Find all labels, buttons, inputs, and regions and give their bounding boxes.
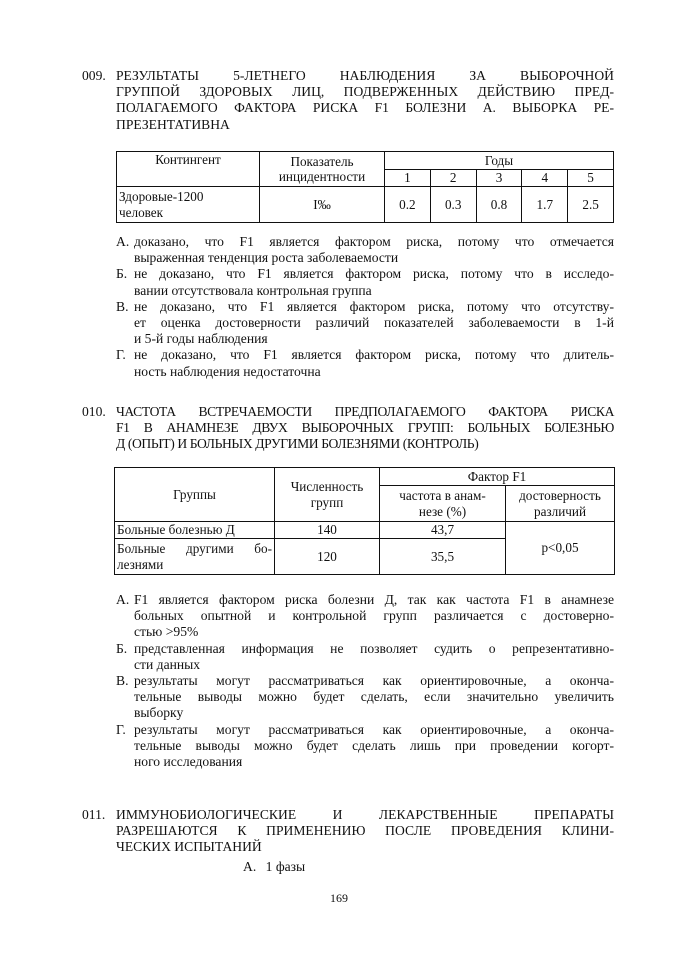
value-cell: 0.3 bbox=[430, 187, 476, 223]
stem-line: F1 В АНАМНЕЗЕ ДВУХ ВЫБОРОЧНЫХ ГРУПП: БОЛЬНЫХ БОЛЕЗНЬЮ bbox=[116, 420, 614, 436]
option-line: и 5-й годы наблюдения bbox=[134, 331, 268, 347]
question-stem bbox=[116, 404, 614, 453]
header-factor: Фактор F1 bbox=[380, 468, 615, 486]
table-row bbox=[117, 187, 614, 223]
option-a[interactable] bbox=[116, 592, 614, 641]
option-g[interactable] bbox=[116, 347, 614, 379]
question-number: 011. bbox=[82, 807, 106, 822]
question-010-options bbox=[82, 592, 614, 770]
option-line: ного исследования bbox=[134, 754, 243, 770]
option-line: вании отсутствовала контрольная группа bbox=[134, 282, 372, 298]
option-line: не доказано, что F1 является фактором риска, потому что длитель- bbox=[134, 347, 614, 363]
option-letter: Г. bbox=[116, 347, 126, 363]
stem-line: РАЗРЕШАЮТСЯ К ПРИМЕНЕНИЮ ПОСЛЕ ПРОВЕДЕНИЯ КЛИНИ- bbox=[116, 823, 614, 839]
value-cell: 1.7 bbox=[522, 187, 568, 223]
year-header: 5 bbox=[568, 170, 614, 187]
option-line: тельные выводы можно будет сделать лишь при проведении когорт- bbox=[134, 737, 614, 753]
option-line: стью >95% bbox=[134, 624, 199, 640]
option-g[interactable] bbox=[116, 722, 614, 771]
option-letter: А. bbox=[116, 234, 130, 249]
option-v[interactable] bbox=[116, 299, 614, 348]
value-cell: 0.8 bbox=[476, 187, 522, 223]
option-line: ет оценка достоверности различий показателей заболеваемости в 1-й bbox=[134, 315, 614, 331]
stem-line: ГРУППОЙ ЗДОРОВЫХ ЛИЦ, ПОДВЕРЖЕННЫХ ДЕЙСТВИЮ ПРЕД- bbox=[116, 84, 614, 100]
option-letter: А. bbox=[116, 592, 130, 607]
option-line: ность наблюдения недостаточна bbox=[134, 363, 321, 379]
option-line: не доказано, что F1 является фактором риска, потому что в исследо- bbox=[134, 266, 614, 282]
option-line: 1 фазы bbox=[265, 859, 306, 874]
incidence-table bbox=[116, 151, 614, 223]
year-header: 4 bbox=[522, 170, 568, 187]
row-frequency: 43,7 bbox=[380, 522, 506, 539]
year-header: 1 bbox=[385, 170, 431, 187]
option-letter: В. bbox=[116, 673, 129, 689]
option-line: не доказано, что F1 является фактором риска, потому что отсутству- bbox=[134, 298, 614, 314]
question-011 bbox=[82, 807, 614, 856]
option-line: F1 является фактором риска болезни Д, так как частота F1 в анамнезе bbox=[134, 592, 614, 607]
option-line: сти данных bbox=[134, 656, 201, 672]
page-number: 169 bbox=[330, 891, 348, 905]
significance-cell: p<0,05 bbox=[506, 522, 615, 575]
option-line: выраженная тенденция роста заболеваемости bbox=[134, 250, 399, 266]
option-line: результаты могут рассматриваться как ориентировочные, а оконча- bbox=[134, 721, 614, 737]
option-letter: Б. bbox=[116, 640, 128, 656]
question-009 bbox=[82, 68, 614, 133]
frequency-table bbox=[114, 467, 615, 575]
header-size: Численность групп bbox=[275, 468, 380, 522]
year-header: 2 bbox=[430, 170, 476, 187]
option-line: выборку bbox=[134, 705, 184, 721]
stem-line: РЕЗУЛЬТАТЫ 5-ЛЕТНЕГО НАБЛЮДЕНИЯ ЗА ВЫБОРОЧНОЙ bbox=[116, 68, 614, 83]
stem-line: Д (ОПЫТ) И БОЛЬНЫХ ДРУГИМИ БОЛЕЗНЯМИ (КОНТРОЛЬ) bbox=[116, 436, 479, 452]
question-009-options bbox=[82, 234, 614, 380]
row-size: 140 bbox=[275, 522, 380, 539]
stem-line: ПОЛАГАЕМОГО ФАКТОРА РИСКА F1 БОЛЕЗНИ А. ВЫБОРКА РЕ- bbox=[116, 100, 614, 116]
question-number: 009. bbox=[82, 68, 106, 83]
option-letter: В. bbox=[116, 298, 129, 314]
option-letter: Г. bbox=[116, 721, 126, 737]
header-significance: достоверность различий bbox=[506, 486, 615, 522]
question-stem bbox=[116, 807, 614, 856]
header-groups: Группы bbox=[115, 468, 275, 522]
row-label: Здоровые-1200 человек bbox=[117, 187, 260, 223]
option-letter: А. bbox=[243, 859, 257, 874]
option-v[interactable] bbox=[116, 673, 614, 722]
row-label: Больные другими бо- лезнями bbox=[115, 539, 275, 575]
row-label: Больные болезнью Д bbox=[115, 522, 275, 539]
stem-line: ПРЕЗЕНТАТИВНА bbox=[116, 116, 230, 132]
option-b[interactable] bbox=[116, 641, 614, 673]
question-stem bbox=[116, 68, 614, 133]
option-line: результаты могут рассматриваться как ориентировочные, а оконча- bbox=[134, 673, 614, 689]
row-frequency: 35,5 bbox=[380, 539, 506, 575]
value-cell: 2.5 bbox=[568, 187, 614, 223]
stem-line: ЧЕСКИХ ИСПЫТАНИЙ bbox=[116, 839, 262, 855]
option-a[interactable] bbox=[243, 859, 305, 875]
table-row bbox=[115, 522, 615, 539]
header-years: Годы bbox=[385, 152, 614, 170]
option-line: доказано, что F1 является фактором риска, потому что отмечается bbox=[134, 234, 614, 249]
option-line: больных опытной и контрольной групп различается с достоверно- bbox=[134, 608, 614, 624]
option-line: представленная информация не позволяет судить о репрезентативно- bbox=[134, 640, 614, 656]
stem-line: ИММУНОБИОЛОГИЧЕСКИЕ И ЛЕКАРСТВЕННЫЕ ПРЕПАРАТЫ bbox=[116, 807, 614, 822]
option-letter: Б. bbox=[116, 266, 128, 282]
row-indicator: I‰ bbox=[260, 187, 385, 223]
options-list bbox=[116, 234, 614, 380]
option-line: тельные выводы можно будет сделать, если значительно увеличить bbox=[134, 689, 614, 705]
header-frequency: частота в анам- незе (%) bbox=[380, 486, 506, 522]
question-number: 010. bbox=[82, 404, 106, 419]
header-contingent: Контингент bbox=[117, 152, 260, 187]
value-cell: 0.2 bbox=[385, 187, 431, 223]
options-list bbox=[116, 592, 614, 770]
year-header: 3 bbox=[476, 170, 522, 187]
stem-line: ЧАСТОТА ВСТРЕЧАЕМОСТИ ПРЕДПОЛАГАЕМОГО ФАКТОРА РИСКА bbox=[116, 404, 614, 419]
row-size: 120 bbox=[275, 539, 380, 575]
option-a[interactable] bbox=[116, 234, 614, 266]
question-010 bbox=[82, 404, 614, 453]
header-indicator: Показатель инцидентности bbox=[260, 152, 385, 187]
option-b[interactable] bbox=[116, 266, 614, 298]
